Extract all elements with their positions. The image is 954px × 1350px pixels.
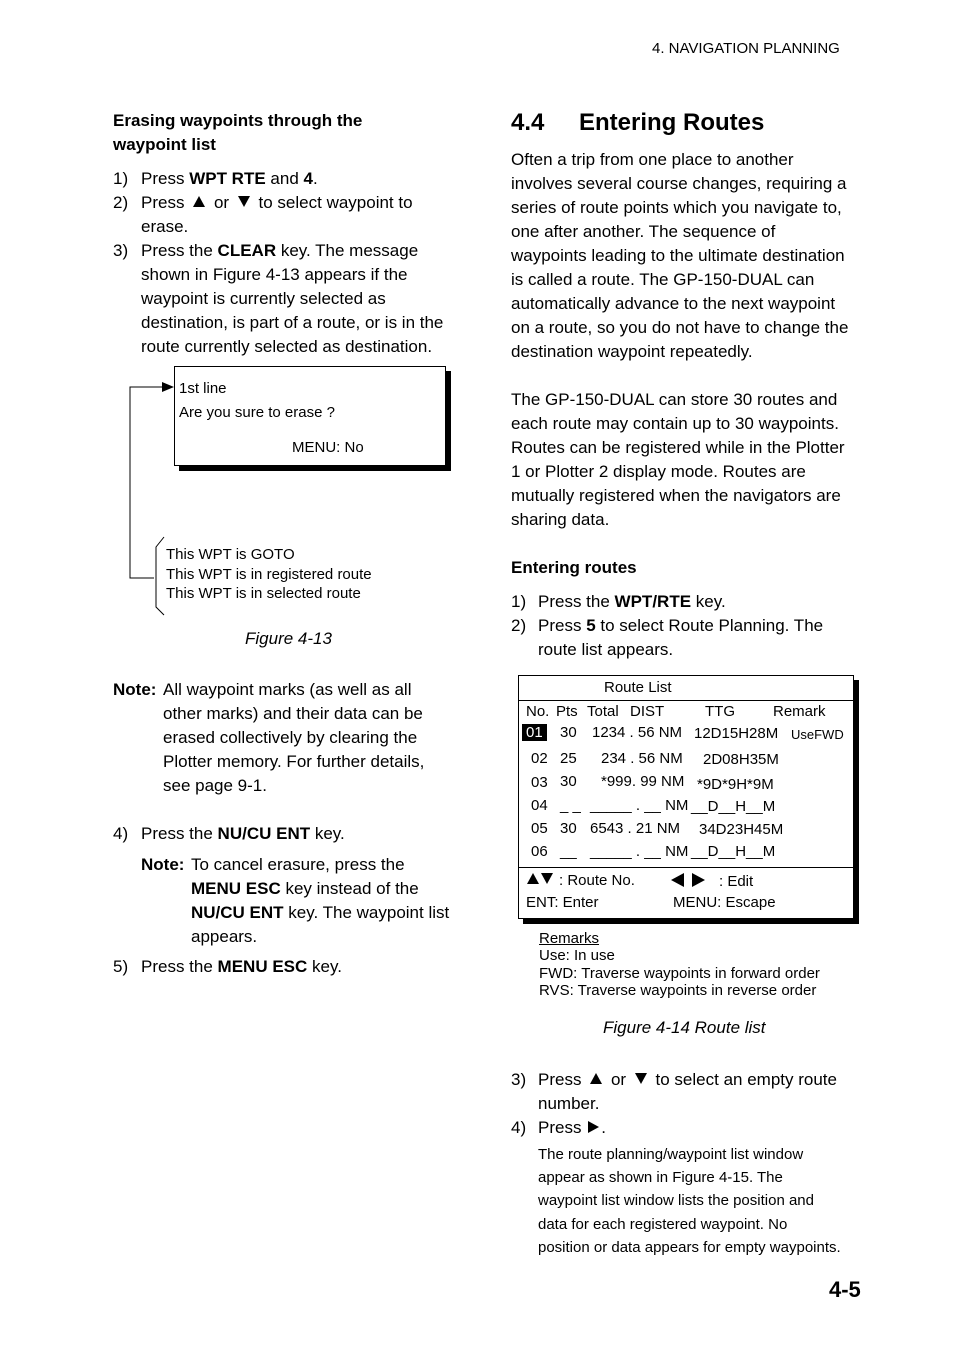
text-line: see page 9-1. xyxy=(163,776,267,795)
route-distance: 6543 . 21 NM xyxy=(590,820,681,837)
divider xyxy=(519,867,853,868)
text: . xyxy=(312,169,318,188)
heading-line: waypoint list xyxy=(113,135,216,154)
route-points: 30 xyxy=(560,773,577,790)
text-line xyxy=(141,239,443,263)
step-text-line: number. xyxy=(538,1094,600,1113)
note-text xyxy=(191,853,449,949)
route-number[interactable]: 05 xyxy=(531,820,548,837)
text: . xyxy=(601,1118,606,1137)
remarks-line: FWD: Traverse waypoints in forward order xyxy=(539,965,820,982)
text: or xyxy=(213,193,230,212)
route-number[interactable]: 06 xyxy=(531,843,548,860)
column-header: Pts xyxy=(556,703,578,720)
key-name: CLEAR xyxy=(217,241,277,260)
text: Press xyxy=(141,193,185,212)
text-line: route currently selected as destination. xyxy=(141,337,433,356)
route-points: _ _ xyxy=(560,797,581,814)
text-line: shown in Figure 4-13 appears if the xyxy=(141,265,408,284)
route-remark: UseFWD xyxy=(791,727,844,742)
key-name: MENU ESC xyxy=(191,879,281,898)
text-line: is called a route. The GP-150-DUAL can xyxy=(511,270,815,289)
dialog-line: MENU: No xyxy=(292,439,364,456)
step-text xyxy=(538,1116,606,1140)
text: key instead of the xyxy=(280,879,419,898)
text: key. xyxy=(310,824,345,843)
alternate-message: This WPT is GOTO xyxy=(166,546,295,563)
text-line: data for each registered waypoint. No xyxy=(538,1215,788,1233)
down-arrow-icon xyxy=(635,1073,647,1084)
footer-route-no xyxy=(527,872,635,889)
key-name: NU/CU ENT xyxy=(217,824,311,843)
text-line: 1 or Plotter 2 display mode. Routes are xyxy=(511,462,806,481)
route-ttg: *9D*9H*9M xyxy=(697,776,774,793)
remarks-line: RVS: Traverse waypoints in reverse order xyxy=(539,982,817,999)
dialog-line: Are you sure to erase ? xyxy=(179,404,335,421)
footer-escape: MENU: Escape xyxy=(673,894,776,911)
text-line: each route may contain up to 30 waypoints. xyxy=(511,414,839,433)
text-line: Often a trip from one place to another xyxy=(511,150,794,169)
route-ttg: 34D23H45M xyxy=(699,821,784,838)
text: Press the xyxy=(141,957,218,976)
text-line: waypoints leading to the ultimate destination xyxy=(511,246,845,265)
text-line: appears. xyxy=(191,927,258,946)
text-line: other marks) and their data can be xyxy=(163,704,423,723)
text: Press the xyxy=(538,592,615,611)
footer-enter: ENT: Enter xyxy=(526,894,599,911)
text: key. The message xyxy=(276,241,419,260)
route-number[interactable]: 04 xyxy=(531,797,548,814)
divider xyxy=(519,700,853,701)
subsection-heading: Entering routes xyxy=(511,558,637,577)
route-distance: *999. 99 NM xyxy=(601,773,685,790)
text-line: destination, is part of a route, or is in the xyxy=(141,313,444,332)
step-number: 2) xyxy=(511,616,527,635)
route-list-title: Route List xyxy=(604,679,672,696)
key-name: WPT/RTE xyxy=(614,592,692,611)
text-line: waypoint is currently selected as xyxy=(141,289,386,308)
remarks-title: Remarks xyxy=(539,930,600,947)
page-number: 4-5 xyxy=(829,1277,861,1302)
up-arrow-icon xyxy=(590,1073,602,1084)
note-label: Note: xyxy=(113,680,157,699)
text: to select waypoint to xyxy=(258,193,413,212)
step-text xyxy=(141,822,345,846)
route-list-window xyxy=(518,675,854,919)
step-text xyxy=(538,614,823,638)
text-line: destination waypoint repeatedly. xyxy=(511,342,753,361)
text: to select Route Planning. The xyxy=(595,616,824,635)
text-line: The route planning/waypoint list window xyxy=(538,1146,804,1163)
column-header: No. xyxy=(526,703,550,720)
text: Press xyxy=(538,1118,582,1137)
left-arrow-icon xyxy=(671,873,684,887)
down-arrow-icon xyxy=(238,196,250,207)
text-line: appear as shown in Figure 4-15. The xyxy=(538,1169,783,1187)
text-line: involves several course changes, requiring a xyxy=(511,174,847,193)
route-number[interactable]: 03 xyxy=(531,774,548,791)
text-line: sharing data. xyxy=(511,510,610,529)
text-line: To cancel erasure, press the xyxy=(191,855,405,874)
footer-text: : Route No. xyxy=(559,872,635,889)
key-name: WPT RTE xyxy=(189,169,266,188)
intro-paragraph xyxy=(511,148,848,364)
note-text xyxy=(163,678,424,798)
step-number: 3) xyxy=(113,241,129,260)
footer-text: : Edit xyxy=(719,873,754,890)
step-number: 4) xyxy=(113,824,129,843)
column-header: Remark xyxy=(773,703,826,720)
text-line xyxy=(191,901,449,925)
column-header: Total xyxy=(587,703,619,720)
step-4-description xyxy=(538,1143,841,1259)
route-ttg: 12D15H28M xyxy=(694,725,779,742)
text: or xyxy=(610,1070,627,1089)
step-number: 3) xyxy=(511,1070,527,1089)
text: to select an empty route xyxy=(655,1070,837,1089)
route-distance: 1234 . 56 NM xyxy=(592,724,683,741)
right-arrow-icon xyxy=(692,873,705,887)
text-line: erased collectively by clearing the xyxy=(163,728,418,747)
key-name: MENU ESC xyxy=(217,957,308,976)
text: Press xyxy=(538,1070,582,1089)
route-distance: _____ . __ NM xyxy=(590,797,689,814)
step-number: 1) xyxy=(113,169,129,188)
figure-caption: Figure 4-14 Route list xyxy=(603,1018,766,1037)
step-text-line: erase. xyxy=(141,217,189,236)
text-line: series of route points which you navigate to, xyxy=(511,198,842,217)
section-heading xyxy=(511,108,765,138)
route-points: __ xyxy=(560,843,577,860)
remarks-line: Use: In use xyxy=(539,947,615,964)
dialog-line: 1st line xyxy=(179,380,227,397)
text: key. The waypoint list xyxy=(283,903,450,922)
footer-edit xyxy=(671,873,753,890)
running-header: 4. NAVIGATION PLANNING xyxy=(652,40,840,57)
text: Press xyxy=(538,616,587,635)
note-label: Note: xyxy=(141,855,185,874)
right-arrow-icon xyxy=(588,1121,599,1133)
text: Press the xyxy=(141,241,218,260)
heading-line: Erasing waypoints through the xyxy=(113,111,363,130)
section-title: Entering Routes xyxy=(579,109,765,136)
text-line: Plotter memory. For further details, xyxy=(163,752,425,771)
column-header: TTG xyxy=(705,703,735,720)
key-name: 4 xyxy=(303,169,313,188)
text-line: The GP-150-DUAL can store 30 routes and xyxy=(511,390,838,409)
text: and xyxy=(265,169,304,188)
step-text-line: route list appears. xyxy=(538,640,674,659)
step-number: 1) xyxy=(511,592,527,611)
text-line xyxy=(191,877,449,901)
route-distance: 234 . 56 NM xyxy=(601,750,683,767)
text-line: Routes can be registered while in the Plotter xyxy=(511,438,845,457)
step-number: 2) xyxy=(113,193,129,212)
text: Press the xyxy=(141,824,218,843)
text-line: All waypoint marks (as well as all xyxy=(163,680,412,699)
key-name: 5 xyxy=(586,616,596,635)
step-number: 4) xyxy=(511,1118,527,1137)
subsection-heading xyxy=(113,109,362,157)
alternate-message: This WPT is in registered route xyxy=(166,566,372,583)
route-points: 30 xyxy=(560,820,577,837)
text: key. xyxy=(307,957,342,976)
route-ttg: 2D08H35M xyxy=(703,751,779,768)
route-distance: _____ . __ NM xyxy=(590,843,689,860)
route-points: 25 xyxy=(560,750,577,767)
section-number: 4.4 xyxy=(511,109,545,136)
text-line: position or data appears for empty waypoints. xyxy=(538,1238,841,1256)
route-ttg: __D__H__M xyxy=(691,798,776,815)
up-arrow-icon xyxy=(527,873,539,884)
down-arrow-icon xyxy=(541,873,553,884)
text-line: automatically advance to the next waypoint xyxy=(511,294,836,313)
key-name: NU/CU ENT xyxy=(191,903,284,922)
step-text xyxy=(141,239,443,359)
column-header: DIST xyxy=(630,703,665,720)
alternate-message: This WPT is in selected route xyxy=(166,585,361,602)
route-ttg: __D__H__M xyxy=(691,843,776,860)
text-line: one after another. The sequence of xyxy=(511,222,776,241)
step-number: 5) xyxy=(113,957,129,976)
step-text xyxy=(141,167,318,191)
message-dialog xyxy=(174,366,446,466)
up-arrow-icon xyxy=(193,196,205,207)
step-text xyxy=(538,590,726,614)
text: key. xyxy=(691,592,726,611)
route-points: 30 xyxy=(560,724,577,741)
text-line: waypoint list window lists the position and xyxy=(538,1192,814,1210)
text: Press xyxy=(141,169,190,188)
figure-caption: Figure 4-13 xyxy=(245,629,332,648)
text-line: on a route, so you do not have to change the xyxy=(511,318,849,337)
step-text xyxy=(141,191,413,215)
step-text xyxy=(538,1068,837,1092)
route-number[interactable]: 02 xyxy=(531,750,548,767)
step-text xyxy=(141,955,342,979)
route-number-selected[interactable]: 01 xyxy=(522,724,547,741)
text-line: mutually registered when the navigators are xyxy=(511,486,841,505)
capacity-paragraph xyxy=(511,388,845,532)
